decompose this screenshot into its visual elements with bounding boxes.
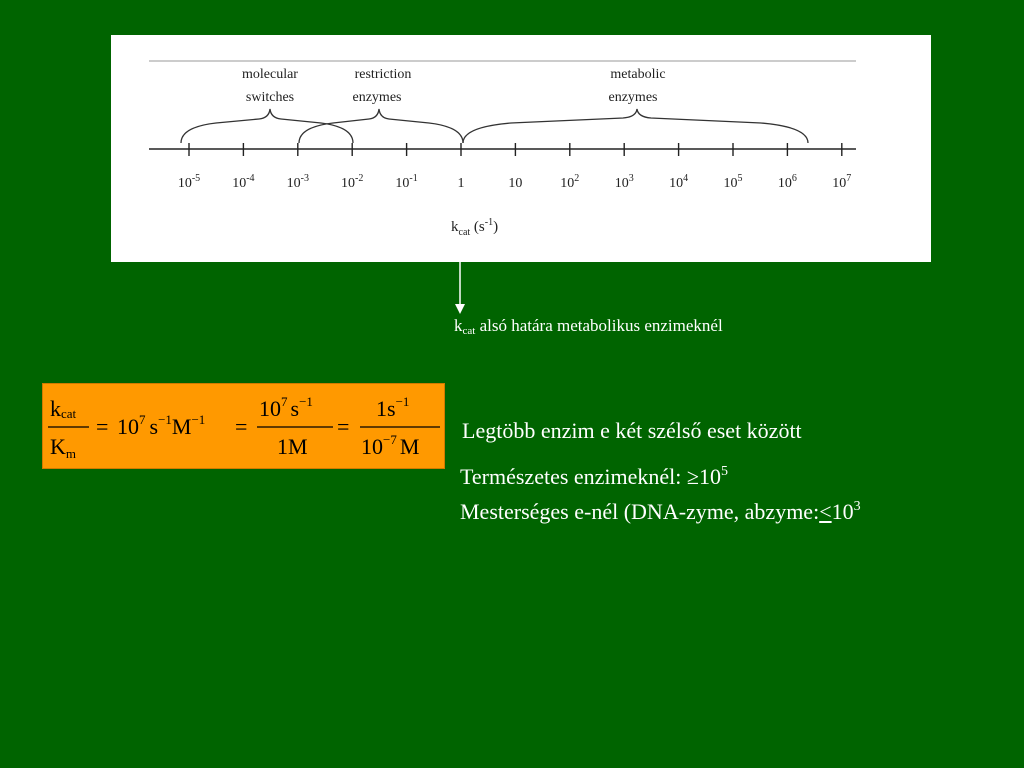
note-line-2 [460,464,728,490]
brace-metabolic-enzymes [463,109,808,143]
axis-tick-label: $10^7$ [832,173,852,191]
axis-tick-label: $10^4$ [669,173,689,191]
eq-fraction-2-numerator: $10^7$ $s^{-1}$ [259,394,313,421]
note-line-3 [460,499,861,525]
kcat-caption [454,316,723,337]
brace-restriction-enzymes [299,109,463,143]
bracket-label-metabolic: metabolic [610,67,666,82]
eq-term-1: $10^7$ $s^{-1}M^{-1}$ [117,412,206,439]
eq-fraction-3-numerator: $1s^{-1}$ [376,394,410,421]
axis-label: $k_{cat}$ $(s^{-1})$ [451,217,499,238]
axis-tick-label: $10^{-3}$ [286,173,309,191]
axis-tick-labels [178,173,851,191]
axis-tick-label: $10^2$ [560,173,580,191]
brace-molecular-switches [181,109,353,143]
bracket-label-enzymes-1: enzymes [352,90,402,105]
note-line-2-symbol: ≥ [686,464,699,489]
eq-fraction-3-denominator: $10^{-7}$ M [361,432,420,459]
axis-tick-label: $10^5$ [723,173,743,191]
axis-tick-label: $10^6$ [777,173,797,191]
note-line-3-text: Mesterséges e-nél (DNA-zyme, abzyme: [460,499,820,524]
note-line-3-base: 10 [831,499,854,524]
kcat-scale-svg [111,35,931,262]
caption-k-sub: cat [462,325,476,337]
caption-k: k [454,316,463,335]
eq-kcat: kcat [50,396,77,421]
eq-equals-2: = [235,414,248,439]
kcat-scale-figure [111,35,931,262]
kcat-km-equation [42,383,445,469]
eq-fraction-2-denominator: 1M [277,434,308,459]
axis-tick-label: $10^{-2}$ [341,173,364,191]
axis-tick-label: $10^{-4}$ [232,173,255,191]
note-line-3-exp: 3 [853,499,861,514]
bracket-label-switches: switches [245,90,295,105]
eq-equals-1: = [96,414,109,439]
bracket-label-enzymes-2: enzymes [608,90,658,105]
axis-tick-label: 1 [457,176,465,191]
axis-tick-label: $10^{-5}$ [177,173,201,191]
axis-tick-label: 10 [508,176,523,191]
note-line-2-exp: 5 [721,464,728,479]
equation-svg [43,384,444,468]
note-line-2-text: Természetes enzimeknél: [460,464,687,489]
eq-km: Km [50,434,77,461]
axis-tick-label: $10^{-1}$ [395,173,418,191]
bracket-label-restriction: restriction [354,67,412,82]
caption-text: alsó határa metabolikus enzimeknél [475,316,723,335]
eq-equals-3: = [337,414,350,439]
note-line-2-base: 10 [699,464,721,489]
bracket-label-molecular: molecular [242,67,298,82]
axis-tick-label: $10^3$ [614,173,634,191]
note-line-1: Legtöbb enzim e két szélső eset között [462,418,802,443]
note-line-3-symbol: < [819,499,832,524]
down-arrow-icon [450,262,470,318]
